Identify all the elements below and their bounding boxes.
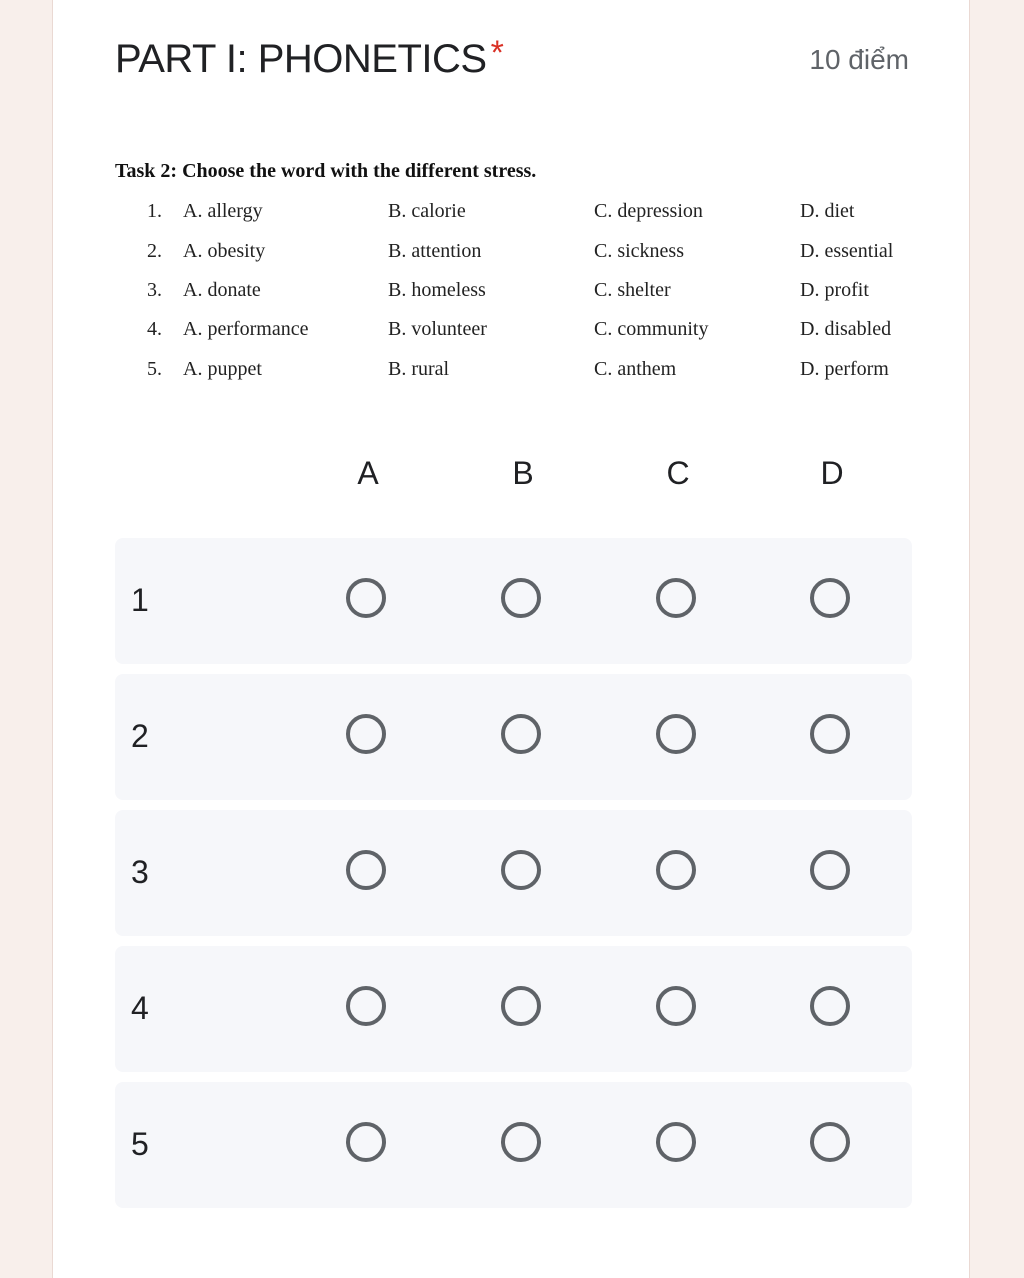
radio-1-c[interactable] — [656, 578, 696, 618]
question-line — [53, 240, 969, 268]
option-d: D. perform — [800, 358, 889, 380]
question-number: 3. — [147, 279, 162, 301]
option-c: C. sickness — [594, 240, 684, 262]
row-label: 2 — [131, 718, 149, 754]
row-label: 4 — [131, 990, 149, 1026]
row-label: 3 — [131, 854, 149, 890]
radio-1-b[interactable] — [501, 578, 541, 618]
option-b: B. rural — [388, 358, 450, 380]
column-header-a: A — [357, 455, 379, 491]
question-line — [53, 200, 969, 228]
option-b: B. attention — [388, 240, 482, 262]
radio-4-a[interactable] — [346, 986, 386, 1026]
radio-3-d[interactable] — [810, 850, 850, 890]
option-a: A. allergy — [183, 200, 263, 222]
row-label: 5 — [131, 1126, 149, 1162]
column-header-d: D — [820, 455, 844, 491]
radio-3-c[interactable] — [656, 850, 696, 890]
grid-row-5 — [115, 1082, 912, 1208]
question-number: 1. — [147, 200, 162, 222]
radio-2-a[interactable] — [346, 714, 386, 754]
question-title: PART I: PHONETICS * — [115, 34, 504, 81]
radio-3-b[interactable] — [501, 850, 541, 890]
question-line — [53, 358, 969, 386]
points-label: 10 điểm — [809, 44, 909, 75]
grid-row-4 — [115, 946, 912, 1072]
radio-4-c[interactable] — [656, 986, 696, 1026]
radio-4-b[interactable] — [501, 986, 541, 1026]
option-b: B. homeless — [388, 279, 486, 301]
option-b: B. volunteer — [388, 318, 487, 340]
radio-3-a[interactable] — [346, 850, 386, 890]
option-d: D. profit — [800, 279, 869, 301]
option-c: C. anthem — [594, 358, 677, 380]
question-line — [53, 279, 969, 307]
option-b: B. calorie — [388, 200, 466, 222]
option-a: A. obesity — [183, 240, 266, 262]
radio-2-b[interactable] — [501, 714, 541, 754]
radio-4-d[interactable] — [810, 986, 850, 1026]
column-header-b: B — [512, 455, 534, 491]
question-number: 4. — [147, 318, 162, 340]
option-a: A. donate — [183, 279, 261, 301]
row-label: 1 — [131, 582, 149, 618]
question-number: 2. — [147, 240, 162, 262]
question-line — [53, 318, 969, 346]
radio-5-b[interactable] — [501, 1122, 541, 1162]
radio-5-d[interactable] — [810, 1122, 850, 1162]
task-instruction: Task 2: Choose the word with the different stress. — [115, 160, 537, 182]
radio-5-a[interactable] — [346, 1122, 386, 1162]
option-c: C. depression — [594, 200, 703, 222]
required-asterisk: * — [490, 34, 504, 72]
question-card — [52, 0, 970, 1278]
option-d: D. disabled — [800, 318, 892, 340]
option-c: C. community — [594, 318, 709, 340]
option-c: C. shelter — [594, 279, 671, 301]
radio-2-c[interactable] — [656, 714, 696, 754]
grid-row-2 — [115, 674, 912, 800]
question-number: 5. — [147, 358, 162, 380]
radio-2-d[interactable] — [810, 714, 850, 754]
option-a: A. puppet — [183, 358, 262, 380]
radio-1-a[interactable] — [346, 578, 386, 618]
radio-1-d[interactable] — [810, 578, 850, 618]
option-d: D. diet — [800, 200, 855, 222]
grid-row-3 — [115, 810, 912, 936]
grid-row-1 — [115, 538, 912, 664]
column-header-c: C — [666, 455, 690, 491]
option-d: D. essential — [800, 240, 894, 262]
option-a: A. performance — [183, 318, 309, 340]
radio-5-c[interactable] — [656, 1122, 696, 1162]
